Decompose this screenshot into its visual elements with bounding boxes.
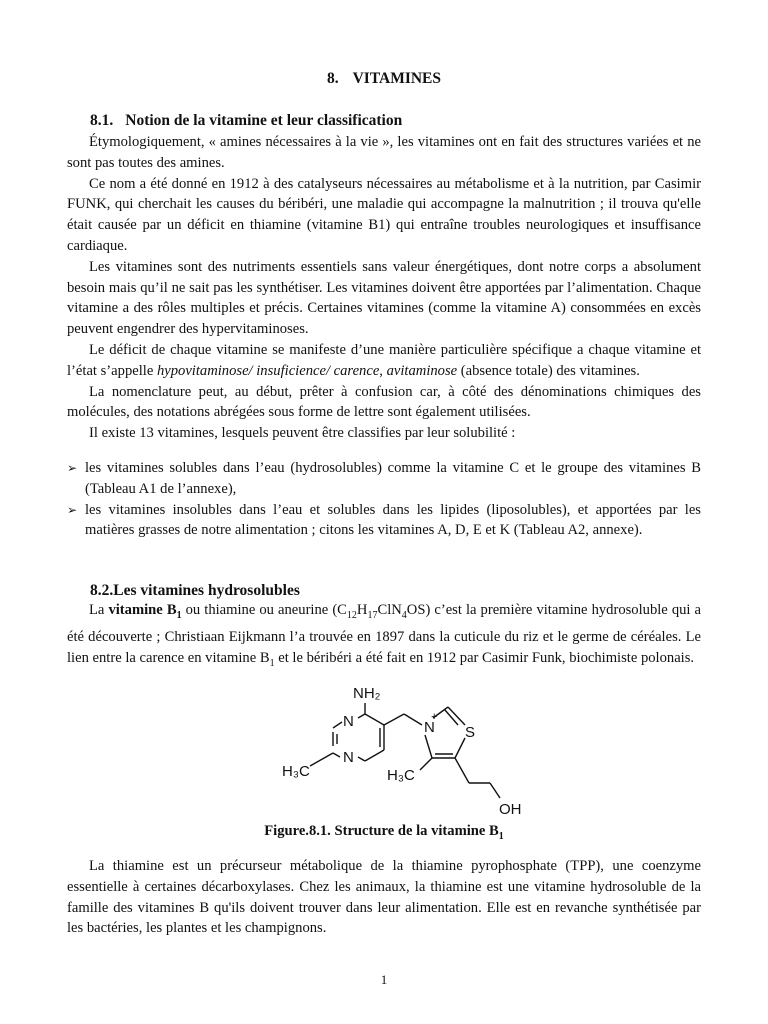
positive-charge-label: + xyxy=(431,711,438,723)
list-item xyxy=(67,500,701,542)
section-number: 8. xyxy=(326,70,339,87)
deficit-text-1: Le déficit de chaque vitamine se manifeste d’une manière particulière spécifique a chaque vitamine et l’état s’appelle xyxy=(67,341,701,379)
paragraph-etymology: Étymologiquement, « amines nécessaires à la vie », les vitamines ont en fait des structures variées et ne sont pas toutes des amines. xyxy=(67,134,701,171)
amine-label: NH₂ xyxy=(353,685,381,702)
methyl-label: H₃C xyxy=(282,763,310,780)
b1-text: H xyxy=(356,602,368,618)
subsection-heading-8-2 xyxy=(90,582,300,600)
arrow-bullet-icon: ➢ xyxy=(67,461,78,475)
ring-nitrogen-label: N xyxy=(343,749,354,766)
caption-sub: 1 xyxy=(498,830,504,842)
deficit-text-2: , xyxy=(379,362,387,379)
caption-text: Figure.8.1. Structure de la vitamine B xyxy=(264,823,499,839)
list-item-text: les vitamines solubles dans l’eau (hydrosolubles) comme la vitamine C et le groupe des vitamines B (Tableau A1 de l’annexe), xyxy=(85,460,701,497)
paragraph-nomenclature: La nomenclature peut, au début, prêter à confusion car, à côté des dénominations chimiques des molécules, des notations abrégées sous forme de lettre sont également utilisées. xyxy=(67,383,701,421)
b1-text: ou thiamine ou aneurine (C xyxy=(181,602,347,618)
list-item-text: les vitamines insolubles dans l’eau et solubles dans les lipides (liposolubles), et apportées par les matières grasses de notre alimentation ; citons les vitamines A, D, E et K (Tableau A2, annexe). xyxy=(85,501,701,539)
vitamin-b1-paragraph-block xyxy=(67,600,701,674)
b1-text: ClN xyxy=(377,602,402,618)
figure-caption xyxy=(0,823,768,842)
subsection-title: 8.2.Les vitamines hydrosolubles xyxy=(90,582,300,599)
hydroxyl-label: OH xyxy=(499,801,522,818)
solubility-list xyxy=(67,458,701,541)
list-item xyxy=(67,458,701,500)
b1-bold: vitamine B xyxy=(108,602,177,618)
subsection-title: Notion de la vitamine et leur classification xyxy=(125,112,403,129)
formula-sub: 1 xyxy=(269,657,275,669)
sulfur-label: S xyxy=(465,724,476,741)
deficit-italic-2: avitaminose xyxy=(386,362,458,379)
b1-text: et le béribéri a été fait en 1912 par Casimir Funk, biochimiste polonais. xyxy=(274,649,695,666)
section-heading xyxy=(0,70,768,88)
paragraph-nutrients: Les vitamines sont des nutriments essentiels sans valeur énergétiques, dont notre corps a absolument besoin mais qu’il ne sait pas les synthétiser. Les vitamines doivent être apportées par l’alimentation. Chaque vitamine a des rôles multiples et précis. Certaines vitamines (comme la vitamine A) consommées en excès peuvent engendrer des hypervitaminoses. xyxy=(67,258,701,338)
section-title: VITAMINES xyxy=(352,70,442,87)
ring-nitrogen-label: N xyxy=(343,713,354,730)
thiamine-structure-figure xyxy=(270,680,530,820)
deficit-italic-1: hypovitaminose/ insuficience/ carence xyxy=(156,362,380,379)
intro-paragraphs xyxy=(67,132,701,444)
b1-bold-sub: 1 xyxy=(176,609,182,621)
deficit-text-3: (absence totale) des vitamines. xyxy=(457,362,640,379)
thiazolium-nitrogen-label: N xyxy=(424,719,435,736)
subsection-heading-8-1 xyxy=(90,112,402,130)
subsection-number: 8.1. xyxy=(90,112,114,129)
paragraph-thiamine: La thiamine est un précurseur métabolique de la thiamine pyrophosphate (TPP), une coenzyme essentielle à certaines décarboxylases. Chez les animaux, la thiamine est une vitamine hydrosoluble de la famille des vitamines B qu'ils doivent trouver dans leur alimentation. Elle est en revanche synthétisée par les bactéries, les plantes et les champignons. xyxy=(67,858,701,937)
b1-text: OS) c’est la première vitamine hydrosoluble qui a été découverte ; Christiaan Eijkmann l’a trouvée en 1897 dans la cuticule du riz et le germe de céréales. Le lien entre la carence en vitamine B xyxy=(67,602,702,666)
thiamine-paragraph-block xyxy=(67,856,701,939)
paragraph-funk: Ce nom a été donné en 1912 à des catalyseurs nécessaires au métabolisme et à la nutrition, par Casimir FUNK, qui cherchait les causes du béribéri, une maladie qui accompagne la malnutrition ; il trouva qu'elle était causée par un déficit en thiamine (vitamine B1) qui entraîne troubles neurologiques et insuffisance cardiaque. xyxy=(67,175,701,254)
formula-sub: 12 xyxy=(346,609,357,621)
page-number: 1 xyxy=(380,972,388,987)
methyl-label: H₃C xyxy=(387,767,415,784)
formula-sub: 17 xyxy=(367,609,378,621)
paragraph-deficit xyxy=(67,340,701,382)
arrow-bullet-icon: ➢ xyxy=(67,502,78,517)
paragraph-count: Il existe 13 vitamines, lesquels peuvent être classifies par leur solubilité : xyxy=(89,425,516,442)
b1-text: La xyxy=(89,602,109,618)
paragraph-vitamin-b1 xyxy=(67,600,701,674)
formula-sub: 4 xyxy=(401,609,407,621)
